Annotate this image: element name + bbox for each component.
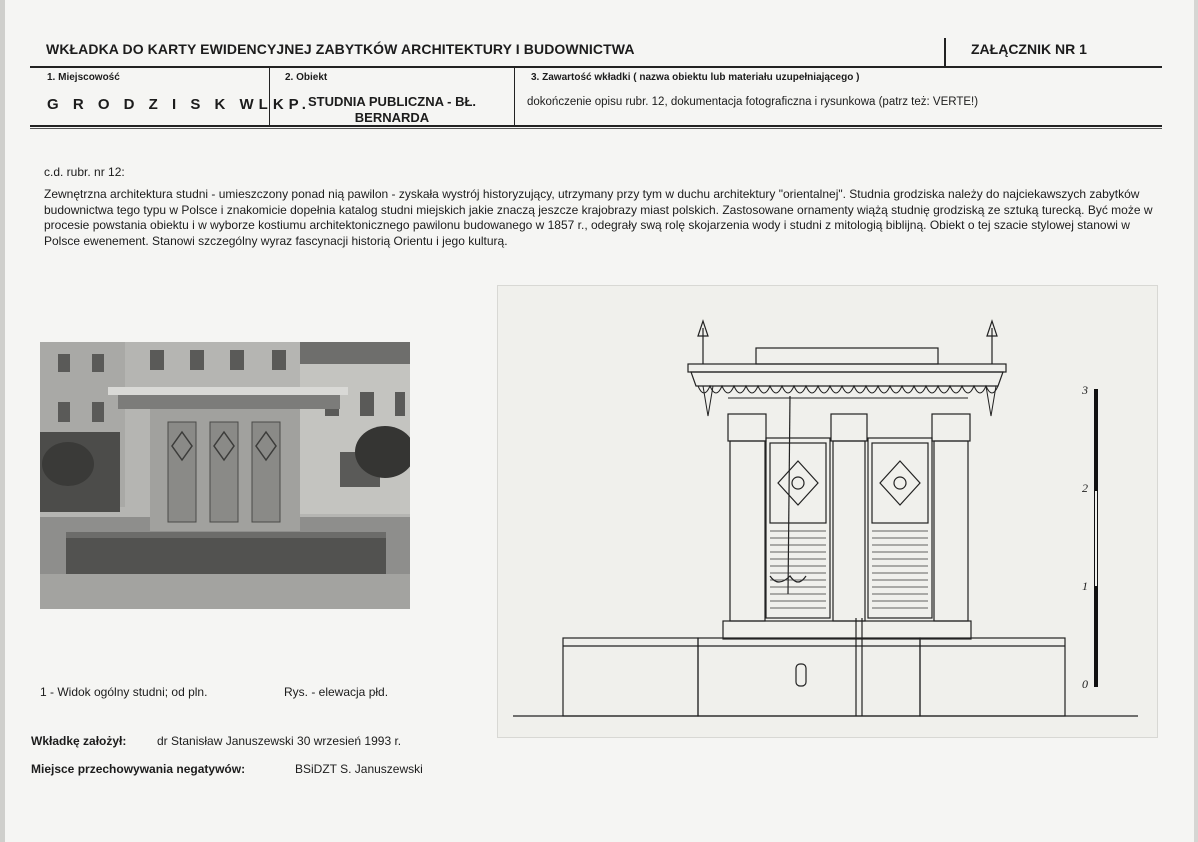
locality-value: G R O D Z I S K WLKP. [47,96,311,113]
locality-label: 1. Miejscowość [47,72,120,83]
scan-edge-right [1194,0,1198,842]
photo-image [40,342,410,609]
storage-label: Miejsce przechowywania negatywów: [31,762,246,776]
description-paragraph: Zewnętrzna architektura studni - umieszczony ponad nią pawilon - zyskała wystrój historyzujący, utrzymany przy tym w duchu architektury "orientalnej". Studnia grodziska należy do najciekawszych zabytków budownictwa tego typu w Polsce i znakomicie dopełnia katalog studni miejskich jakie znaczą jeszcze krajobrazy miast polskich. Zastosowane ornamenty wiążą studnię grodziską ze sztuką turecką. Być może w procesie powstania obiektu i w wyborze kostiumu architektonicznego pawilonu budowanego w 1857 r., odegrały swą rolę skojarzenia wody i studni z mitologią biblijną. Obiekt o tej szacie stylowej stanowi w Polsce ewenement. Stanowi szczególny wyraz fascynacji historią Orientu i jego kulturą. [44,187,1153,248]
drawing-caption: Rys. - elewacja płd. [284,685,389,699]
field-divider [514,68,515,126]
object-label: 2. Obiekt [285,72,328,83]
scale-label-3: 3 [1082,383,1088,397]
elevation-drawing [497,285,1158,738]
photo-caption: 1 - Widok ogólny studni; od pln. [40,685,208,699]
scale-label-0: 0 [1082,677,1088,691]
scan-edge-left [0,0,5,842]
fields-rule-thin [30,128,1162,129]
scale-label-1: 1 [1082,579,1088,593]
header-rule [30,66,1162,68]
object-value: STUDNIA PUBLICZNA - BŁ. BERNARDA [307,94,477,125]
form-title: WKŁADKA DO KARTY EWIDENCYJNEJ ZABYTKÓW ARCHITEKTURY I BUDOWNICTWA [46,41,635,57]
storage-value: BSiDZT S. Januszewski [295,762,423,776]
annex-number: ZAŁĄCZNIK NR 1 [971,41,1087,57]
elevation-svg [498,286,1157,737]
contents-label: 3. Zawartość wkładki ( nazwa obiektu lub materiału uzupełniającego ) [531,72,860,83]
fields-rule [30,125,1162,127]
continuation-heading: c.d. rubr. nr 12: [44,165,125,179]
founder-label: Wkładkę założył: [31,734,127,748]
contents-value: dokończenie opisu rubr. 12, dokumentacja fotograficzna i rysunkowa (patrz też: VERTE!) [527,96,979,108]
founder-value: dr Stanisław Januszewski 30 wrzesień 1993 r. [157,734,402,748]
scale-label-2: 2 [1082,481,1088,495]
well-photograph [40,342,410,609]
header-divider [944,38,946,68]
